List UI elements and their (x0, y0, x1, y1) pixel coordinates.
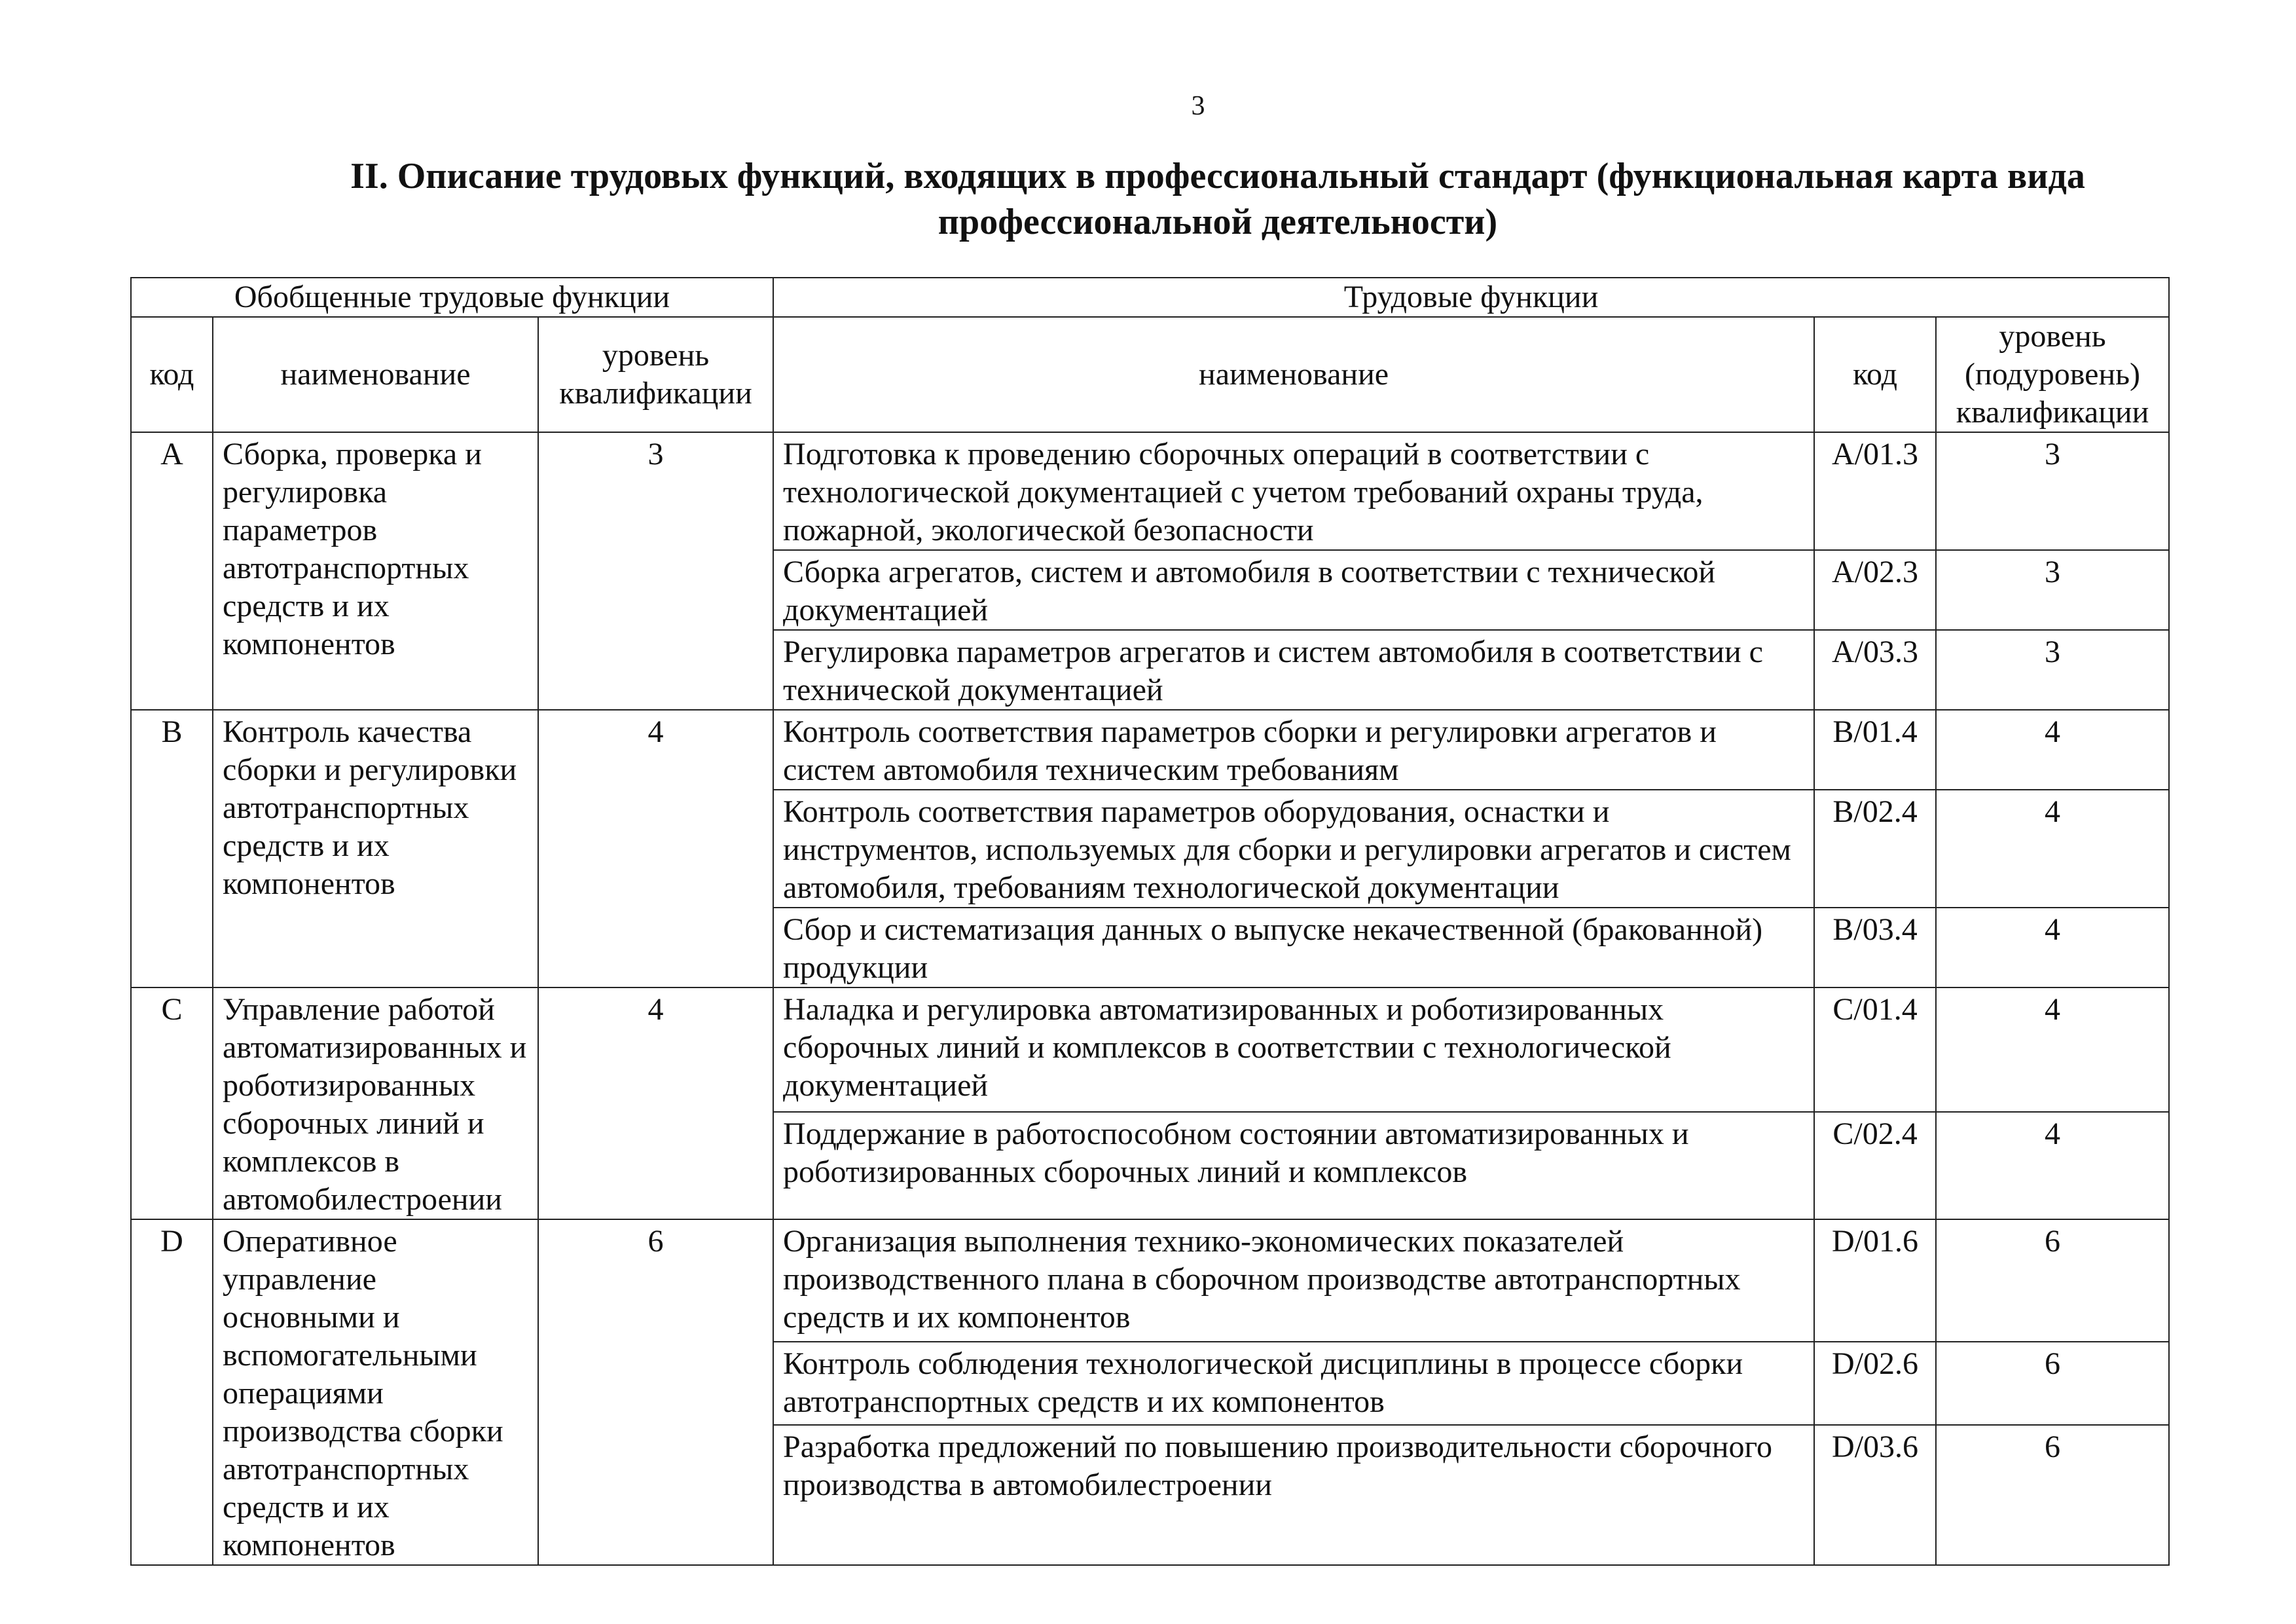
table-row (131, 1219, 2169, 1342)
function-name: Разработка предложений по повышению производительности сборочного производства в автомобилестроении (773, 1425, 1814, 1565)
function-code: D/03.6 (1814, 1425, 1936, 1565)
function-code: C/01.4 (1814, 987, 1936, 1112)
group-code: A (131, 432, 213, 710)
group-code: C (131, 987, 213, 1219)
header-labor-functions: Трудовые функции (773, 278, 2169, 317)
function-level: 4 (1936, 790, 2169, 908)
table-row (131, 987, 2169, 1112)
table-row (131, 710, 2169, 790)
page-title: II. Описание трудовых функций, входящих в профессиональный стандарт (функциональная карта вида профессиональной деятельности) (350, 156, 2085, 242)
header-row-columns (131, 317, 2169, 432)
header-function-code: код (1814, 317, 1936, 432)
function-name: Поддержание в работоспособном состоянии автоматизированных и роботизированных сборочных линий и комплексов (773, 1112, 1814, 1219)
function-code: D/01.6 (1814, 1219, 1936, 1342)
function-name: Сборка агрегатов, систем и автомобиля в соответствии с технической документацией (773, 550, 1814, 630)
function-level: 4 (1936, 908, 2169, 987)
group-name: Управление работой автоматизированных и роботизированных сборочных линий и комплексов в автомобилестроении (213, 987, 538, 1219)
function-level: 3 (1936, 550, 2169, 630)
header-function-name: наименование (773, 317, 1814, 432)
group-code: D (131, 1219, 213, 1565)
header-code: код (131, 317, 213, 432)
function-name: Наладка и регулировка автоматизированных и роботизированных сборочных линий и комплексов в соответствии с технологической документацией (773, 987, 1814, 1112)
group-name: Сборка, проверка и регулировка параметров автотранспортных средств и их компонентов (213, 432, 538, 710)
function-level: 6 (1936, 1342, 2169, 1425)
function-code: B/01.4 (1814, 710, 1936, 790)
function-level: 6 (1936, 1219, 2169, 1342)
header-row-top (131, 278, 2169, 317)
group-level: 4 (538, 710, 773, 987)
function-name: Сбор и систематизация данных о выпуске некачественной (бракованной) продукции (773, 908, 1814, 987)
header-level: уровень квалификации (538, 317, 773, 432)
function-code: A/01.3 (1814, 432, 1936, 550)
function-level: 4 (1936, 1112, 2169, 1219)
group-level: 3 (538, 432, 773, 710)
header-function-level: уровень (подуровень) квалификации (1936, 317, 2169, 432)
function-level: 3 (1936, 432, 2169, 550)
header-generalized-functions: Обобщенные трудовые функции (131, 278, 773, 317)
function-code: B/02.4 (1814, 790, 1936, 908)
function-code: B/03.4 (1814, 908, 1936, 987)
function-code: C/02.4 (1814, 1112, 1936, 1219)
header-name: наименование (213, 317, 538, 432)
functional-map-table (130, 277, 2170, 1566)
function-level: 6 (1936, 1425, 2169, 1565)
function-name: Контроль соответствия параметров оборудования, оснастки и инструментов, используемых для сборки и регулировки агрегатов и систем автомобиля, требованиям технологической документации (773, 790, 1814, 908)
group-level: 6 (538, 1219, 773, 1565)
function-name: Подготовка к проведению сборочных операций в соответствии с технологической документацией с учетом требований охраны труда, пожарной, экологической безопасности (773, 432, 1814, 550)
page-number: 3 (1191, 91, 1205, 121)
function-name: Контроль соблюдения технологической дисциплины в процессе сборки автотранспортных средств и их компонентов (773, 1342, 1814, 1425)
function-level: 4 (1936, 710, 2169, 790)
function-name: Контроль соответствия параметров сборки и регулировки агрегатов и систем автомобиля техническим требованиям (773, 710, 1814, 790)
group-level: 4 (538, 987, 773, 1219)
function-level: 4 (1936, 987, 2169, 1112)
function-level: 3 (1936, 630, 2169, 710)
group-code: B (131, 710, 213, 987)
group-name: Контроль качества сборки и регулировки автотранспортных средств и их компонентов (213, 710, 538, 987)
function-code: D/02.6 (1814, 1342, 1936, 1425)
function-code: A/03.3 (1814, 630, 1936, 710)
group-name: Оперативное управление основными и вспомогательными операциями производства сборки автотранспортных средств и их компонентов (213, 1219, 538, 1565)
table-row (131, 432, 2169, 550)
function-code: A/02.3 (1814, 550, 1936, 630)
function-name: Регулировка параметров агрегатов и систем автомобиля в соответствии с технической документацией (773, 630, 1814, 710)
function-name: Организация выполнения технико-экономических показателей производственного плана в сборочном производстве автотранспортных средств и их компонентов (773, 1219, 1814, 1342)
